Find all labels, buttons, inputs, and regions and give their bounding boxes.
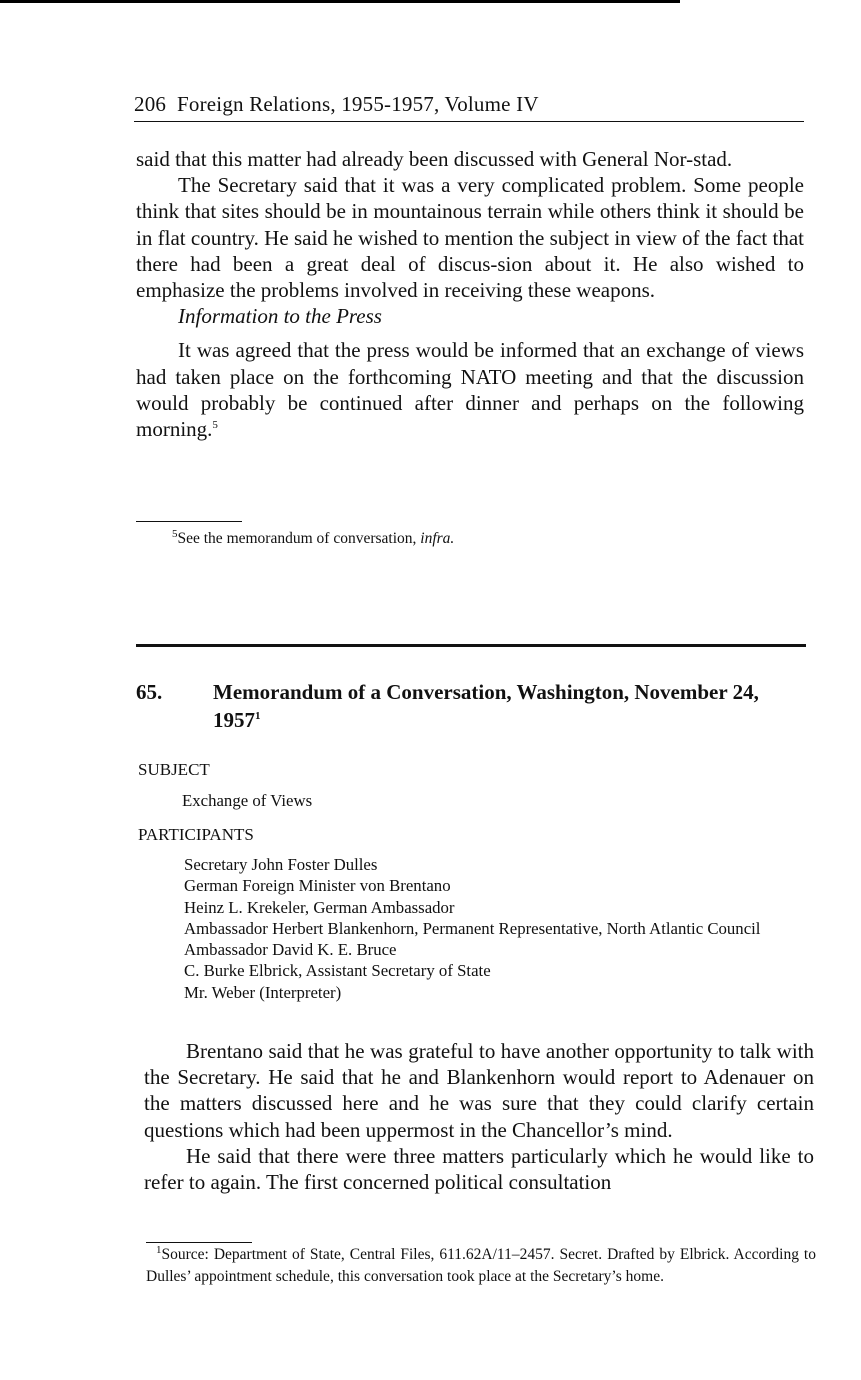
footnote-italic: infra. [420,530,455,547]
footnote-rule [136,521,242,522]
paragraph: The Secretary said that it was a very complicated problem. Some people think that sites should be in mountainous terrain while others think it should be in flat country. He said he wished to mention the subject in view of the fact that there had been a great deal of discus-sion about it. He also wished to emphasize the problems involved in receiving these weapons. [136,173,804,303]
footnote-ref: 1 [255,710,261,722]
document-number: 65. [136,680,163,704]
subject-label: SUBJECT [138,760,210,779]
footnote-marker: 5 [172,527,178,540]
paragraph: It was agreed that the press would be informed that an exchange of views had taken place on the forthcoming NATO meeting and that the discussion would probably be continued after dinner and perhaps on the following morning.$^5$ [136,338,804,442]
running-title: Foreign Relations, 1955-1957, Volume IV [177,92,539,116]
footnote-rule [146,1242,252,1243]
paragraph: Brentano said that he was grateful to have another opportunity to talk with the Secretary. He said that he and Blankenhorn would report to Adenauer on the matters discussed here and he was sure that they could clarify certain questions which had been uppermost in the Chancellor’s mind. [144,1039,814,1142]
participant: C. Burke Elbrick, Assistant Secretary of State [184,961,491,981]
section-subheading: Information to the Press [178,304,382,329]
subject-value: Exchange of Views [182,791,313,810]
paragraph: He said that there were three matters particularly which he would like to refer to again. The first concerned political consultation [144,1143,814,1195]
paragraph: said that this matter had already been discussed with General Nor-stad. [136,147,733,171]
footnote-1 [146,1244,816,1288]
page-number: 206 [134,92,167,116]
participants-label: PARTICIPANTS [138,825,254,844]
participant: Ambassador David K. E. Bruce [184,940,397,960]
footnote-5 [172,528,772,550]
continued-text [136,146,804,442]
running-header [134,92,804,117]
footnote-marker: 1 [156,1243,162,1256]
participant: German Foreign Minister von Brentano [184,876,451,896]
participant: Mr. Weber (Interpreter) [184,982,342,1002]
footnote-ref: 5 [212,419,218,432]
participants-list [184,854,812,1003]
footnote-text: Source: Department of State, Central Files, 611.62A/11–2457. Secret. Drafted by Elbrick. According to Dulles’ appointment schedule, this conversation took place at the Secretary’s home. [146,1246,816,1285]
footnote-text: See the memorandum of conversation, [177,530,421,547]
participant: Ambassador Herbert Blankenhorn, Permanent Representative, North Atlantic Council [184,918,761,938]
scan-top-edge [0,0,680,3]
participant: Heinz L. Krekeler, German Ambassador [184,897,455,917]
document-title: Memorandum of a Conversation, Washington, November 24, 1957$^1$ [213,680,759,732]
participant: Secretary John Foster Dulles [184,855,378,874]
header-rule [134,121,804,122]
document-separator [136,644,806,647]
document-body [144,1038,814,1195]
